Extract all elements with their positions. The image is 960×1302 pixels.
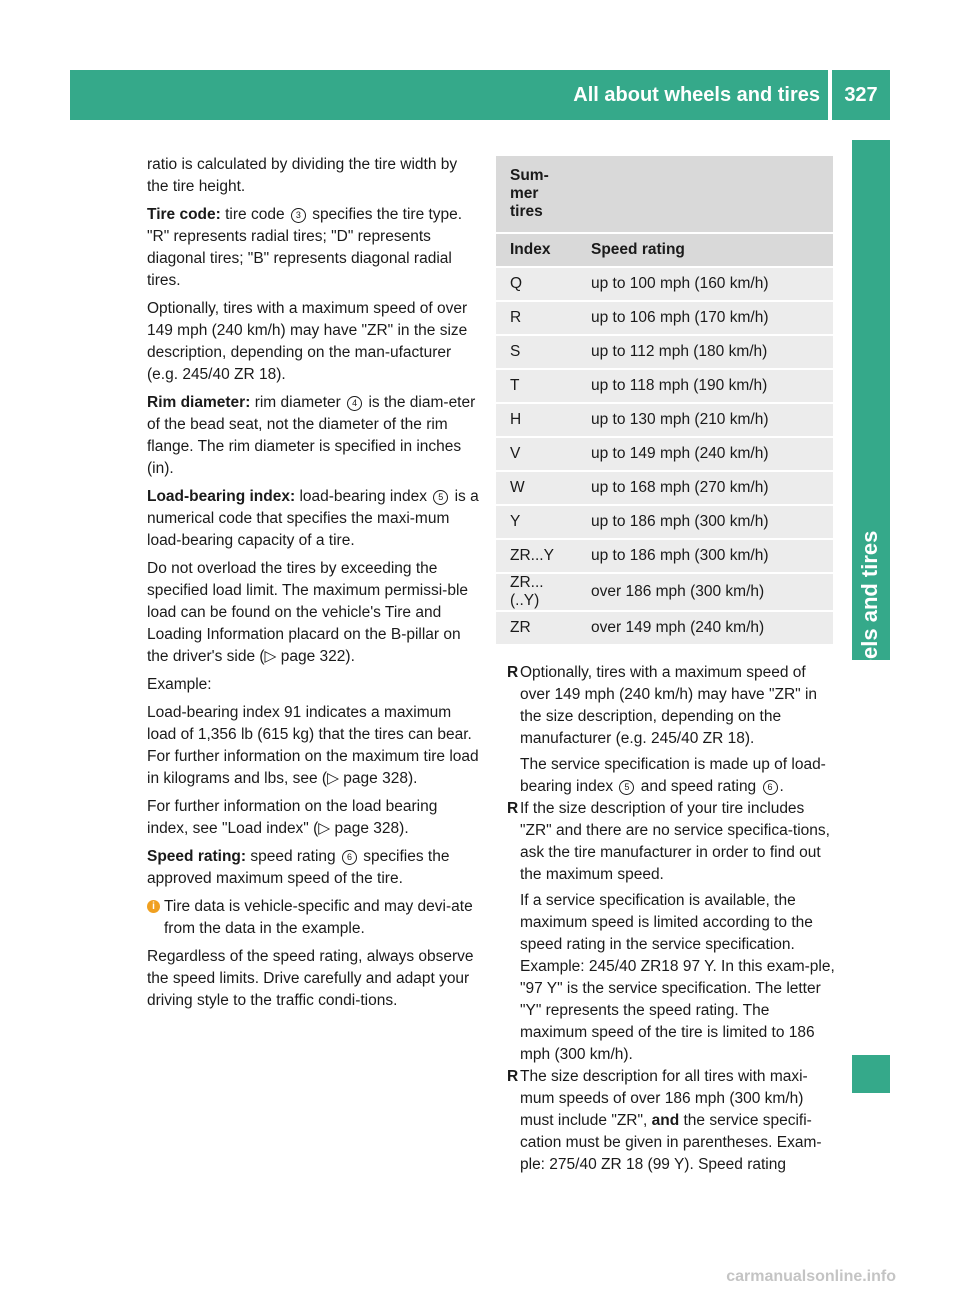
paragraph-rim-diameter bbox=[147, 392, 481, 480]
bullet-text: If the size description of your tire includes "ZR" and there are no service specifica-tions, ask the tire manufacturer in order to find out the maximum speed. bbox=[520, 800, 830, 883]
header-bar bbox=[70, 70, 890, 120]
paragraph-load-index bbox=[147, 486, 481, 552]
term-speed-rating: Speed rating: bbox=[147, 848, 247, 865]
table-row bbox=[496, 506, 833, 538]
table-title-row bbox=[496, 156, 833, 232]
table-row bbox=[496, 472, 833, 504]
callout-6-icon: 6 bbox=[763, 780, 778, 795]
table-header-row bbox=[496, 234, 833, 266]
cell-index: W bbox=[496, 472, 577, 504]
watermark: carmanualsonline.info bbox=[726, 1268, 896, 1285]
table-row bbox=[496, 370, 833, 402]
cell-speed-rating: up to 186 mph (300 km/h) bbox=[577, 540, 833, 572]
page-reference-link[interactable]: page 322 bbox=[280, 648, 346, 665]
cell-index: Y bbox=[496, 506, 577, 538]
emphasis: and bbox=[651, 1112, 680, 1129]
paragraph-example bbox=[147, 702, 481, 790]
chapter-marker bbox=[852, 1055, 890, 1093]
bullet-text: Optionally, tires with a maximum speed of over 149 mph (240 km/h) may have "ZR" in the size description, depending on the manufacturer (e.g. 245/40 ZR 18). bbox=[520, 664, 818, 747]
text: . bbox=[779, 778, 784, 795]
paragraph-optional-zr: Optionally, tires with a maximum speed of over 149 mph (240 km/h) may have "ZR" in the size description, depending on the man-ufacturer (e.g. 245/40 ZR 18). bbox=[147, 300, 468, 383]
text: specifies the approved maximum speed of the tire. bbox=[147, 848, 450, 887]
term-rim-diameter: Rim diameter: bbox=[147, 394, 251, 411]
text: is the diam-eter of the bead seat, not the diameter of the rim flange. The rim diameter is specified in inches (in). bbox=[147, 394, 476, 477]
text: specifies the tire type. "R" represents radial tires; "D" represents diagonal tires; "B" represents diagonal radial tires. bbox=[147, 206, 463, 289]
table-row bbox=[496, 404, 833, 436]
paragraph-regardless: Regardless of the speed rating, always observe the speed limits. Drive carefully and adapt your driving style to the traffic condi-tions. bbox=[147, 948, 474, 1009]
page-number: 327 bbox=[844, 84, 878, 106]
cell-index: ZR...(..Y) bbox=[496, 574, 577, 610]
text: The service specification is made up of load-bearing index bbox=[520, 756, 826, 795]
callout-5-icon: 5 bbox=[619, 780, 634, 795]
table-row bbox=[496, 574, 833, 610]
term-load-index: Load-bearing index: bbox=[147, 488, 296, 505]
cell-index: S bbox=[496, 336, 577, 368]
text: rim diameter bbox=[254, 394, 341, 411]
info-note-text: Tire data is vehicle-specific and may devi-ate from the data in the example. bbox=[164, 898, 473, 937]
cell-speed-rating: up to 149 mph (240 km/h) bbox=[577, 438, 833, 470]
speed-rating-table bbox=[496, 154, 833, 646]
right-column bbox=[507, 662, 837, 1176]
text: tire code bbox=[225, 206, 285, 223]
table-title-empty-cell bbox=[577, 156, 833, 232]
cell-index: Q bbox=[496, 268, 577, 300]
chapter-tab-label: Wheels and tires bbox=[857, 530, 882, 706]
callout-3-icon: 3 bbox=[291, 208, 306, 223]
left-column bbox=[147, 154, 481, 1018]
bullet-subparagraph bbox=[520, 754, 837, 798]
text: speed rating bbox=[250, 848, 336, 865]
callout-4-icon: 4 bbox=[347, 396, 362, 411]
text: load-bearing index bbox=[299, 488, 427, 505]
cell-speed-rating: up to 100 mph (160 km/h) bbox=[577, 268, 833, 300]
paragraph-further-info bbox=[147, 796, 481, 840]
info-icon: i bbox=[147, 900, 160, 913]
term-tire-code: Tire code: bbox=[147, 206, 221, 223]
text: Load-bearing index 91 indicates a maximum load of 1,356 lb (615 kg) that the tires can bear. For further information on the maximum tire load in kilograms and lbs, see ( bbox=[147, 704, 479, 787]
text: For further information on the load bearing index, see "Load index" ( bbox=[147, 798, 438, 837]
cell-speed-rating: up to 112 mph (180 km/h) bbox=[577, 336, 833, 368]
cell-speed-rating: over 149 mph (240 km/h) bbox=[577, 612, 833, 644]
cell-speed-rating: up to 168 mph (270 km/h) bbox=[577, 472, 833, 504]
table-title: Sum- mer tires bbox=[496, 156, 577, 232]
cell-speed-rating: up to 186 mph (300 km/h) bbox=[577, 506, 833, 538]
page-reference-link[interactable]: page 328 bbox=[343, 770, 408, 787]
paragraph-overload bbox=[147, 558, 481, 668]
table-row bbox=[496, 302, 833, 334]
table-row bbox=[496, 612, 833, 644]
bullet-marker: R bbox=[507, 664, 519, 681]
text: Do not overload the tires by exceeding the specified load limit. The maximum permissi-ble load can be found on the vehicle's Tire and Loading Information placard on the B-pillar on the driver's side ( bbox=[147, 560, 469, 665]
column-header-speed-rating: Speed rating bbox=[577, 234, 833, 266]
table-row bbox=[496, 336, 833, 368]
bullet-subparagraph: If a service specification is available, the maximum speed is limited according to the speed rating in the service specification. Example: 245/40 ZR18 97 Y. In this exam-ple, "97 Y" is the service specification. The letter "Y" represents the speed rating. The maximum speed of the tire is limited to 186 mph (300 km/h). bbox=[520, 892, 835, 1063]
arrow-right-icon: ▷ bbox=[318, 820, 331, 837]
bullet-marker: R bbox=[507, 1068, 519, 1085]
bullet-text bbox=[520, 1066, 837, 1176]
text: ). bbox=[407, 770, 418, 787]
text: is a numerical code that specifies the maxi-mum load-bearing capacity of a tire. bbox=[147, 488, 479, 549]
paragraph-speed-rating bbox=[147, 846, 481, 890]
cell-speed-rating: up to 106 mph (170 km/h) bbox=[577, 302, 833, 334]
paragraph-ratio: ratio is calculated by dividing the tire width by the tire height. bbox=[147, 156, 458, 195]
cell-index: V bbox=[496, 438, 577, 470]
cell-index: ZR bbox=[496, 612, 577, 644]
paragraph-tire-code bbox=[147, 204, 481, 292]
text: ). bbox=[345, 648, 355, 665]
text: and speed rating bbox=[640, 778, 757, 795]
cell-index: ZR...Y bbox=[496, 540, 577, 572]
callout-6-icon: 6 bbox=[342, 850, 357, 865]
arrow-right-icon: ▷ bbox=[327, 770, 339, 787]
example-label: Example: bbox=[147, 676, 212, 693]
cell-speed-rating: over 186 mph (300 km/h) bbox=[577, 574, 833, 610]
bullet-item bbox=[507, 798, 837, 1066]
cell-index: T bbox=[496, 370, 577, 402]
text: the service specifi-cation must be given in parentheses. Exam-ple: 275/40 ZR 18 (99 Y). Speed rating bbox=[520, 1112, 822, 1173]
bullet-item bbox=[507, 662, 837, 798]
cell-index: R bbox=[496, 302, 577, 334]
info-note bbox=[147, 896, 481, 940]
bullet-item bbox=[507, 1066, 837, 1176]
text: ). bbox=[399, 820, 409, 837]
cell-speed-rating: up to 130 mph (210 km/h) bbox=[577, 404, 833, 436]
table-row bbox=[496, 540, 833, 572]
column-header-index: Index bbox=[496, 234, 577, 266]
section-title: All about wheels and tires bbox=[573, 84, 820, 106]
cell-index: H bbox=[496, 404, 577, 436]
arrow-right-icon: ▷ bbox=[264, 648, 277, 665]
page-reference-link[interactable]: page 328 bbox=[334, 820, 400, 837]
table-row bbox=[496, 268, 833, 300]
bullet-marker: R bbox=[507, 800, 519, 817]
table-row bbox=[496, 438, 833, 470]
cell-speed-rating: up to 118 mph (190 km/h) bbox=[577, 370, 833, 402]
text: The size description for all tires with maxi-mum speeds of over 186 mph (300 km/h) must include "ZR", bbox=[520, 1068, 808, 1129]
callout-5-icon: 5 bbox=[433, 490, 448, 505]
